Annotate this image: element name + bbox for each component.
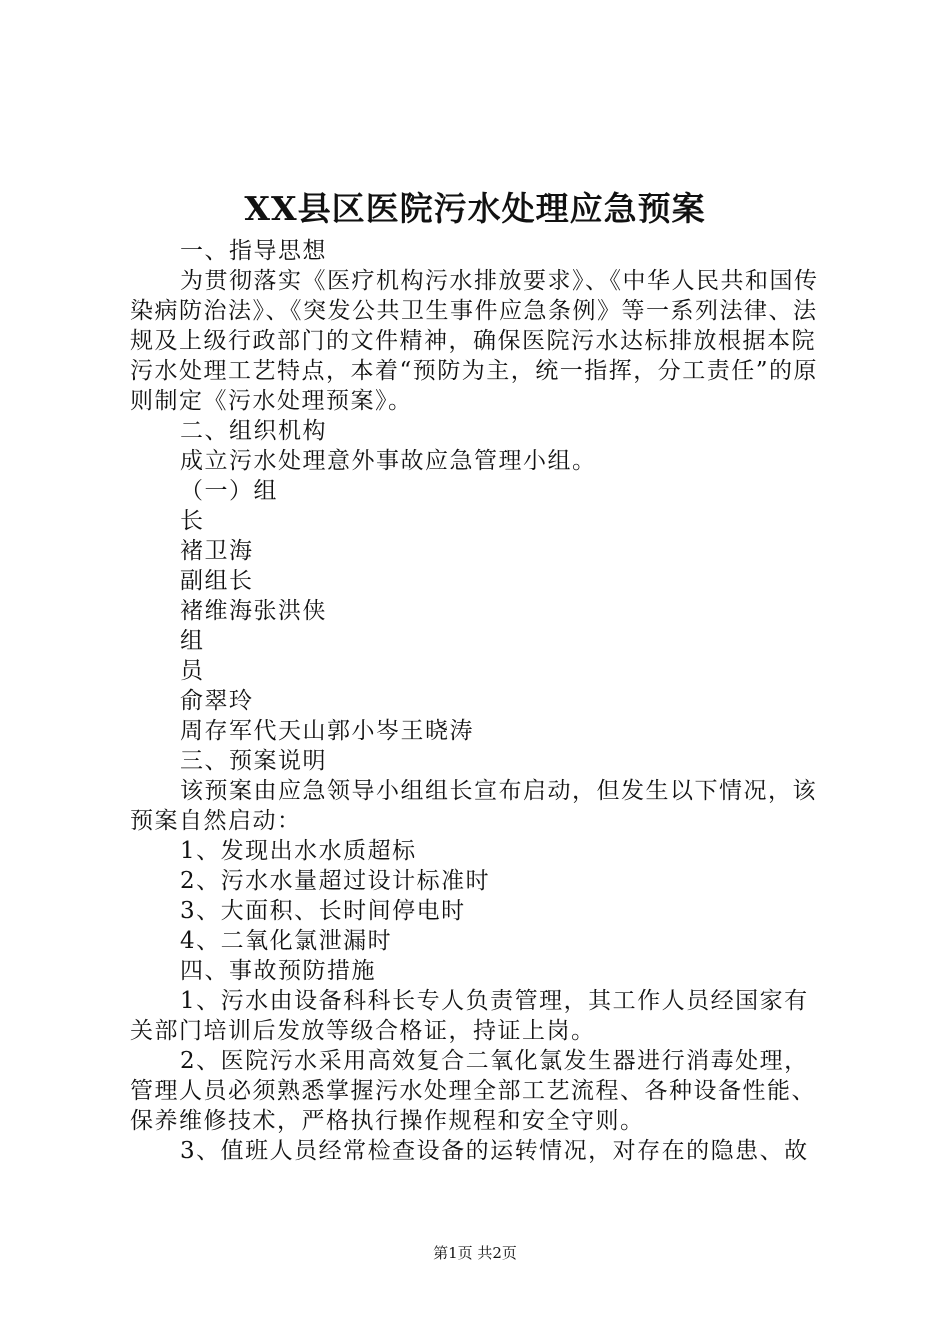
trigger-list-item: 1、发现出水水质超标 <box>180 838 417 864</box>
organization-line: 长 <box>180 508 205 534</box>
organization-line: 褚维海张洪侠 <box>180 598 327 624</box>
section-heading-organization: 二、组织机构 <box>180 418 327 444</box>
organization-line: 员 <box>180 658 205 684</box>
organization-line: 周存军代天山郭小岑王晓涛 <box>180 718 474 744</box>
paragraph-guiding-ideology: 为贯彻落实《医疗机构污水排放要求》、《中华人民共和国传染病防治法》、《突发公共卫生事件应急条例》等一系列法律、法规及上级行政部门的文件精神，确保医院污水达标排放根据本院污水处理工艺特点，本着“预防为主，统一指挥，分工责任”的原则制定《污水处理预案》。 <box>130 268 819 414</box>
page-number-footer: 第1页 共2页 <box>433 1244 517 1262</box>
trigger-list-item: 4、二氧化氯泄漏时 <box>180 928 393 954</box>
organization-line: 副组长 <box>180 568 254 594</box>
section-heading-prevention-measures: 四、事故预防措施 <box>180 958 376 984</box>
organization-line: （一）组 <box>180 478 278 504</box>
organization-line: 组 <box>180 628 205 654</box>
paragraph-plan-description: 该预案由应急领导小组组长宣布启动，但发生以下情况，该预案自然启动： <box>130 778 817 834</box>
paragraph-prevention-measure: 3、值班人员经常检查设备的运转情况，对存在的隐患、故 <box>180 1138 809 1164</box>
trigger-list-item: 3、大面积、长时间停电时 <box>180 898 466 924</box>
trigger-list-item: 2、污水水量超过设计标准时 <box>180 868 491 894</box>
section-heading-guiding-ideology: 一、指导思想 <box>180 238 327 264</box>
document-title: XX县区医院污水处理应急预案 <box>244 189 706 228</box>
section-heading-plan-description: 三、预案说明 <box>180 748 327 774</box>
organization-line: 褚卫海 <box>180 538 254 564</box>
paragraph-prevention-measure: 2、医院污水采用高效复合二氧化氯发生器进行消毒处理，管理人员必须熟悉掌握污水处理全部工艺流程、各种设备性能、保养维修技术，严格执行操作规程和安全守则。 <box>130 1048 816 1134</box>
organization-line: 俞翠玲 <box>180 688 254 714</box>
paragraph-prevention-measure: 1、污水由设备科科长专人负责管理，其工作人员经国家有关部门培训后发放等级合格证，持证上岗。 <box>130 988 809 1044</box>
document-body <box>130 236 830 1166</box>
organization-intro: 成立污水处理意外事故应急管理小组。 <box>180 448 597 474</box>
